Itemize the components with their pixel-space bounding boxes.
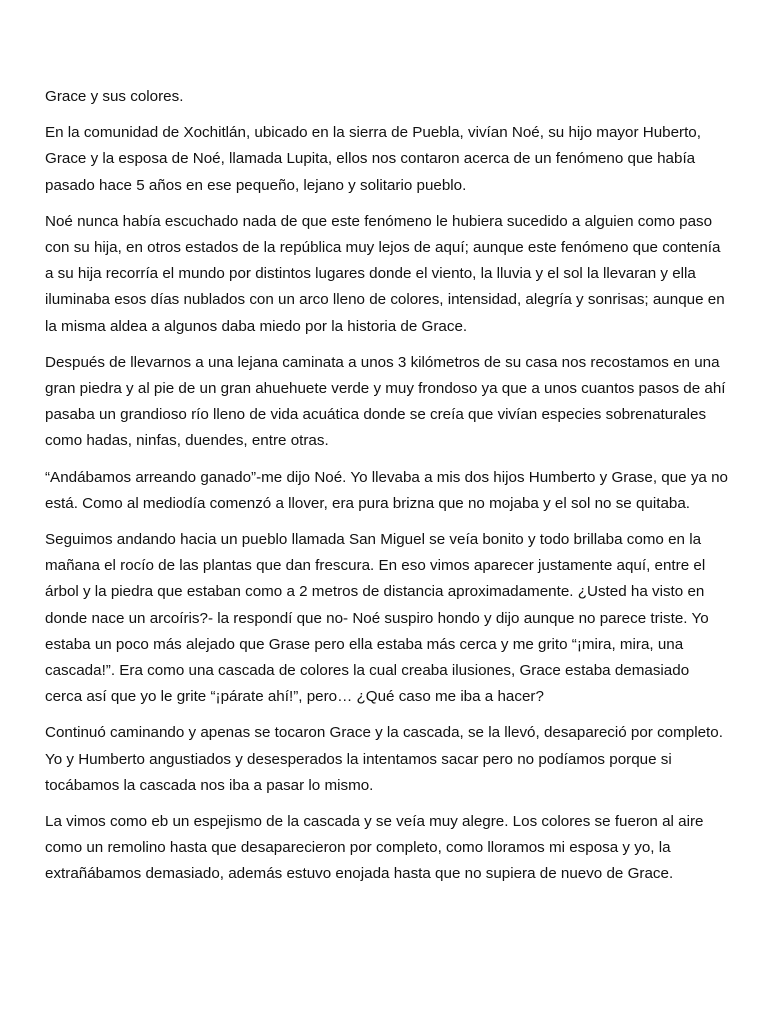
paragraph-2: Noé nunca había escuchado nada de que este fenómeno le hubiera sucedido a alguien como paso con su hija, en otros estados de la república muy lejos de aquí; aunque este fenómeno que contenía a su hija recorría el mundo por distintos lugares donde el viento, la lluvia y el sol la llevaran y ella iluminaba esos días nublados con un arco lleno de colores, intensidad, alegría y sonrisas; aunque en la misma aldea a algunos daba miedo por la historia de Grace.: [45, 212, 725, 335]
paragraph-3: Después de llevarnos a una lejana caminata a unos 3 kilómetros de su casa nos recostamos en una gran piedra y al pie de un gran ahuehuete verde y muy frondoso ya que a unos cuantos pasos de ahí pasaba un grandioso río lleno de vida acuática donde se creía que vivían especies sobrenaturales como hadas, ninfas, duendes, entre otras.: [45, 353, 726, 450]
paragraph-1: En la comunidad de Xochitlán, ubicado en la sierra de Puebla, vivían Noé, su hijo mayor Huberto, Grace y la esposa de Noé, llamada Lupita, ellos nos contaron acerca de un fenómeno que había pasado hace 5 años en ese pequeño, lejano y solitario pueblo.: [45, 124, 701, 194]
paragraph-5: Seguimos andando hacia un pueblo llamada San Miguel se veía bonito y todo brillaba como en la mañana el rocío de las plantas que dan frescura. En eso vimos aparecer justamente aquí, entre el árbol y la piedra que estaban como a 2 metros de distancia aproximadamente. ¿Usted ha visto en donde nace un arcoíris?- la respondí que no- Noé suspiro hondo y dijo aunque no parece triste. Yo estaba un poco más alejado que Grase pero ella estaba más cerca y me grito “¡mira, mira, una cascada!”. Era como una cascada de colores la cual creaba ilusiones, Grace estaba demasiado cerca así que yo le grite “¡párate ahí!”, pero… ¿Qué caso me iba a hacer?: [45, 531, 709, 706]
paragraph-7: La vimos como eb un espejismo de la cascada y se veía muy alegre. Los colores se fueron al aire como un remolino hasta que desaparecieron por completo, como lloramos mi esposa y yo, la extrañábamos demasiado, además estuvo enojada hasta que no supiera de nuevo de Grace.: [45, 813, 704, 883]
document-title: Grace y sus colores.: [45, 88, 184, 105]
paragraph-6: Continuó caminando y apenas se tocaron Grace y la cascada, se la llevó, desapareció por completo. Yo y Humberto angustiados y desesperados la intentamos sacar pero no podíamos porque si tocábamos la cascada nos iba a pasar lo mismo.: [45, 724, 723, 794]
paragraph-4: “Andábamos arreando ganado”-me dijo Noé. Yo llevaba a mis dos hijos Humberto y Grase, que ya no está. Como al mediodía comenzó a llover, era pura brizna que no mojaba y el sol no se quitaba.: [45, 468, 728, 512]
